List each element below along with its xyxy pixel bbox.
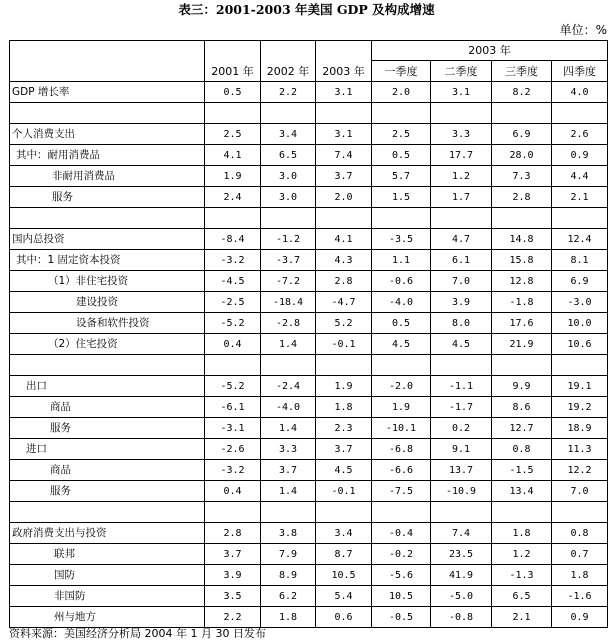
- value-cell: 1.8: [261, 607, 316, 628]
- value-cell: [552, 502, 608, 523]
- header-cell-2001: 2001 年: [205, 41, 261, 82]
- value-cell: [205, 355, 261, 376]
- value-cell: 6.5: [492, 586, 552, 607]
- table-row: [10, 229, 608, 250]
- value-cell: 18.9: [552, 418, 608, 439]
- value-cell: [492, 103, 552, 124]
- value-cell: 2.0: [372, 82, 431, 103]
- value-cell: -0.5: [372, 607, 431, 628]
- source-note: 资料来源：美国经济分析局 2004 年 1 月 30 日发布: [9, 627, 266, 640]
- value-cell: [316, 355, 372, 376]
- value-cell: -3.0: [552, 292, 608, 313]
- value-cell: 10.5: [316, 565, 372, 586]
- value-cell: 8.2: [492, 82, 552, 103]
- value-cell: [261, 502, 316, 523]
- value-cell: 8.7: [316, 544, 372, 565]
- value-cell: 1.8: [316, 397, 372, 418]
- value-cell: -0.1: [316, 334, 372, 355]
- table-title: 表三：2001-2003 年美国 GDP 及构成增速: [178, 2, 435, 17]
- value-cell: 2.4: [205, 187, 261, 208]
- value-cell: -4.5: [205, 271, 261, 292]
- value-cell: 19.1: [552, 376, 608, 397]
- row-label: GDP 增长率: [10, 82, 205, 103]
- table-row: [10, 460, 608, 481]
- header-cell-q1: 一季度: [372, 61, 431, 82]
- header-cell-q2: 二季度: [431, 61, 492, 82]
- value-cell: 15.8: [492, 250, 552, 271]
- value-cell: 1.4: [261, 418, 316, 439]
- value-cell: 4.1: [316, 229, 372, 250]
- value-cell: 0.9: [552, 607, 608, 628]
- value-cell: 7.0: [431, 271, 492, 292]
- value-cell: 0.9: [552, 145, 608, 166]
- value-cell: 7.0: [552, 481, 608, 502]
- value-cell: 2.2: [205, 607, 261, 628]
- row-label: 国防: [10, 565, 205, 586]
- value-cell: 3.9: [205, 565, 261, 586]
- spacer-row: [10, 208, 608, 229]
- row-label: 个人消费支出: [10, 124, 205, 145]
- row-label: （2）住宅投资: [10, 334, 205, 355]
- value-cell: -1.7: [431, 397, 492, 418]
- table-row: [10, 124, 608, 145]
- value-cell: 13.4: [492, 481, 552, 502]
- value-cell: 6.5: [261, 145, 316, 166]
- row-label: 建设投资: [10, 292, 205, 313]
- value-cell: [372, 208, 431, 229]
- value-cell: 11.3: [552, 439, 608, 460]
- value-cell: [431, 103, 492, 124]
- value-cell: [431, 208, 492, 229]
- header-cell-q4: 四季度: [552, 61, 608, 82]
- table-row: [10, 313, 608, 334]
- row-label: 其中：1 固定资本投资: [10, 250, 205, 271]
- table-row: [10, 586, 608, 607]
- row-label: 服务: [10, 481, 205, 502]
- value-cell: -1.8: [492, 292, 552, 313]
- table-row: [10, 334, 608, 355]
- value-cell: 1.5: [372, 187, 431, 208]
- value-cell: [372, 103, 431, 124]
- value-cell: 4.3: [316, 250, 372, 271]
- value-cell: [316, 103, 372, 124]
- table-row: [10, 250, 608, 271]
- value-cell: 3.7: [261, 460, 316, 481]
- row-label: 其中：耐用消费品: [10, 145, 205, 166]
- value-cell: 1.4: [261, 334, 316, 355]
- value-cell: 2.8: [492, 187, 552, 208]
- value-cell: 0.5: [205, 82, 261, 103]
- value-cell: 3.5: [205, 586, 261, 607]
- value-cell: -0.2: [372, 544, 431, 565]
- value-cell: 1.2: [492, 544, 552, 565]
- value-cell: -1.2: [261, 229, 316, 250]
- value-cell: 4.7: [431, 229, 492, 250]
- table-row: [10, 439, 608, 460]
- value-cell: -3.2: [205, 250, 261, 271]
- table-row: [10, 397, 608, 418]
- value-cell: -3.5: [372, 229, 431, 250]
- value-cell: 4.5: [372, 334, 431, 355]
- row-label: （1）非住宅投资: [10, 271, 205, 292]
- value-cell: -1.6: [552, 586, 608, 607]
- value-cell: 3.1: [316, 82, 372, 103]
- value-cell: 2.5: [205, 124, 261, 145]
- value-cell: -6.6: [372, 460, 431, 481]
- value-cell: [492, 502, 552, 523]
- value-cell: [372, 502, 431, 523]
- value-cell: 2.0: [316, 187, 372, 208]
- table-row: [10, 481, 608, 502]
- value-cell: [552, 355, 608, 376]
- value-cell: 7.9: [261, 544, 316, 565]
- value-cell: 5.2: [316, 313, 372, 334]
- value-cell: -10.1: [372, 418, 431, 439]
- row-label: 国内总投资: [10, 229, 205, 250]
- value-cell: [316, 208, 372, 229]
- row-label: 商品: [10, 397, 205, 418]
- value-cell: 4.4: [552, 166, 608, 187]
- value-cell: -1.5: [492, 460, 552, 481]
- value-cell: 0.8: [552, 523, 608, 544]
- value-cell: 10.0: [552, 313, 608, 334]
- value-cell: 23.5: [431, 544, 492, 565]
- value-cell: 3.1: [431, 82, 492, 103]
- value-cell: 17.6: [492, 313, 552, 334]
- value-cell: 9.1: [431, 439, 492, 460]
- value-cell: -0.1: [316, 481, 372, 502]
- value-cell: 6.1: [431, 250, 492, 271]
- value-cell: -4.7: [316, 292, 372, 313]
- value-cell: -5.6: [372, 565, 431, 586]
- value-cell: 13.7: [431, 460, 492, 481]
- value-cell: 19.2: [552, 397, 608, 418]
- value-cell: [316, 502, 372, 523]
- table-row: [10, 565, 608, 586]
- value-cell: 2.1: [492, 607, 552, 628]
- value-cell: [261, 355, 316, 376]
- value-cell: -6.1: [205, 397, 261, 418]
- value-cell: -5.2: [205, 376, 261, 397]
- value-cell: 3.4: [261, 124, 316, 145]
- row-label: 非国防: [10, 586, 205, 607]
- value-cell: -0.6: [372, 271, 431, 292]
- row-label: 出口: [10, 376, 205, 397]
- value-cell: 0.2: [431, 418, 492, 439]
- table-row: [10, 376, 608, 397]
- row-label: 商品: [10, 460, 205, 481]
- value-cell: [205, 208, 261, 229]
- value-cell: 8.9: [261, 565, 316, 586]
- value-cell: [372, 355, 431, 376]
- header-cell-2003: 2003 年: [316, 41, 372, 82]
- value-cell: [261, 208, 316, 229]
- value-cell: 9.9: [492, 376, 552, 397]
- value-cell: [552, 208, 608, 229]
- gdp-table: [9, 40, 608, 628]
- table-row: [10, 82, 608, 103]
- row-label: 非耐用消费品: [10, 166, 205, 187]
- value-cell: 3.0: [261, 166, 316, 187]
- value-cell: -7.5: [372, 481, 431, 502]
- value-cell: 6.2: [261, 586, 316, 607]
- value-cell: 0.5: [372, 313, 431, 334]
- value-cell: -10.9: [431, 481, 492, 502]
- value-cell: 7.4: [316, 145, 372, 166]
- value-cell: 2.3: [316, 418, 372, 439]
- value-cell: 12.8: [492, 271, 552, 292]
- value-cell: 1.9: [205, 166, 261, 187]
- value-cell: 7.3: [492, 166, 552, 187]
- table-row: [10, 544, 608, 565]
- value-cell: 8.6: [492, 397, 552, 418]
- row-label: [10, 355, 205, 376]
- row-label: 联邦: [10, 544, 205, 565]
- row-label: [10, 208, 205, 229]
- value-cell: 3.9: [431, 292, 492, 313]
- value-cell: 3.7: [205, 544, 261, 565]
- value-cell: [261, 103, 316, 124]
- value-cell: 28.0: [492, 145, 552, 166]
- value-cell: [492, 355, 552, 376]
- value-cell: -4.0: [261, 397, 316, 418]
- value-cell: -3.7: [261, 250, 316, 271]
- value-cell: [431, 502, 492, 523]
- table-row: [10, 271, 608, 292]
- value-cell: -2.8: [261, 313, 316, 334]
- value-cell: 21.9: [492, 334, 552, 355]
- value-cell: 8.1: [552, 250, 608, 271]
- header-cell-q3: 三季度: [492, 61, 552, 82]
- value-cell: -5.2: [205, 313, 261, 334]
- table-row: [10, 418, 608, 439]
- value-cell: 1.8: [552, 565, 608, 586]
- value-cell: 1.4: [261, 481, 316, 502]
- value-cell: 41.9: [431, 565, 492, 586]
- value-cell: 2.2: [261, 82, 316, 103]
- header-cell-2002: 2002 年: [261, 41, 316, 82]
- spacer-row: [10, 355, 608, 376]
- value-cell: -3.1: [205, 418, 261, 439]
- value-cell: 0.7: [552, 544, 608, 565]
- value-cell: -1.1: [431, 376, 492, 397]
- value-cell: -8.4: [205, 229, 261, 250]
- value-cell: 3.0: [261, 187, 316, 208]
- value-cell: 6.9: [492, 124, 552, 145]
- table-row: [10, 187, 608, 208]
- value-cell: 8.0: [431, 313, 492, 334]
- value-cell: 12.2: [552, 460, 608, 481]
- row-label: 服务: [10, 418, 205, 439]
- value-cell: 4.1: [205, 145, 261, 166]
- value-cell: 3.8: [261, 523, 316, 544]
- value-cell: 0.4: [205, 334, 261, 355]
- value-cell: 7.4: [431, 523, 492, 544]
- value-cell: 3.7: [316, 439, 372, 460]
- value-cell: 1.1: [372, 250, 431, 271]
- table-body: [10, 41, 608, 628]
- header-blank-cell: [10, 41, 205, 82]
- value-cell: 1.2: [431, 166, 492, 187]
- value-cell: [431, 355, 492, 376]
- value-cell: 1.8: [492, 523, 552, 544]
- table-row: [10, 292, 608, 313]
- value-cell: -2.6: [205, 439, 261, 460]
- value-cell: 3.3: [431, 124, 492, 145]
- table-row: [10, 523, 608, 544]
- value-cell: 10.6: [552, 334, 608, 355]
- value-cell: -2.5: [205, 292, 261, 313]
- unit-label: 单位：%: [559, 23, 607, 37]
- value-cell: 12.7: [492, 418, 552, 439]
- value-cell: -1.3: [492, 565, 552, 586]
- spacer-row: [10, 103, 608, 124]
- value-cell: -4.0: [372, 292, 431, 313]
- value-cell: -2.4: [261, 376, 316, 397]
- value-cell: 2.8: [316, 271, 372, 292]
- value-cell: 5.4: [316, 586, 372, 607]
- value-cell: -0.4: [372, 523, 431, 544]
- value-cell: -6.8: [372, 439, 431, 460]
- value-cell: -18.4: [261, 292, 316, 313]
- value-cell: -0.8: [431, 607, 492, 628]
- value-cell: 6.9: [552, 271, 608, 292]
- value-cell: 4.5: [431, 334, 492, 355]
- value-cell: [205, 502, 261, 523]
- value-cell: 4.5: [316, 460, 372, 481]
- value-cell: 12.4: [552, 229, 608, 250]
- value-cell: 2.8: [205, 523, 261, 544]
- value-cell: 1.9: [316, 376, 372, 397]
- value-cell: 0.6: [316, 607, 372, 628]
- value-cell: 1.7: [431, 187, 492, 208]
- header-row-group: [10, 41, 608, 61]
- value-cell: [552, 103, 608, 124]
- value-cell: 0.8: [492, 439, 552, 460]
- spacer-row: [10, 502, 608, 523]
- value-cell: 4.0: [552, 82, 608, 103]
- value-cell: -2.0: [372, 376, 431, 397]
- value-cell: -5.0: [431, 586, 492, 607]
- value-cell: 3.3: [261, 439, 316, 460]
- row-label: [10, 502, 205, 523]
- value-cell: 3.4: [316, 523, 372, 544]
- row-label: 州与地方: [10, 607, 205, 628]
- row-label: 进口: [10, 439, 205, 460]
- header-group-2003: 2003 年: [372, 41, 608, 61]
- value-cell: -7.2: [261, 271, 316, 292]
- value-cell: 3.7: [316, 166, 372, 187]
- value-cell: 5.7: [372, 166, 431, 187]
- value-cell: 0.4: [205, 481, 261, 502]
- value-cell: 10.5: [372, 586, 431, 607]
- value-cell: 1.9: [372, 397, 431, 418]
- table-row: [10, 145, 608, 166]
- value-cell: [492, 208, 552, 229]
- row-label: [10, 103, 205, 124]
- row-label: 政府消费支出与投资: [10, 523, 205, 544]
- value-cell: 2.1: [552, 187, 608, 208]
- value-cell: 2.6: [552, 124, 608, 145]
- value-cell: 0.5: [372, 145, 431, 166]
- value-cell: 2.5: [372, 124, 431, 145]
- value-cell: -3.2: [205, 460, 261, 481]
- row-label: 设备和软件投资: [10, 313, 205, 334]
- table-row: [10, 166, 608, 187]
- row-label: 服务: [10, 187, 205, 208]
- value-cell: 3.1: [316, 124, 372, 145]
- value-cell: 14.8: [492, 229, 552, 250]
- value-cell: [205, 103, 261, 124]
- value-cell: 17.7: [431, 145, 492, 166]
